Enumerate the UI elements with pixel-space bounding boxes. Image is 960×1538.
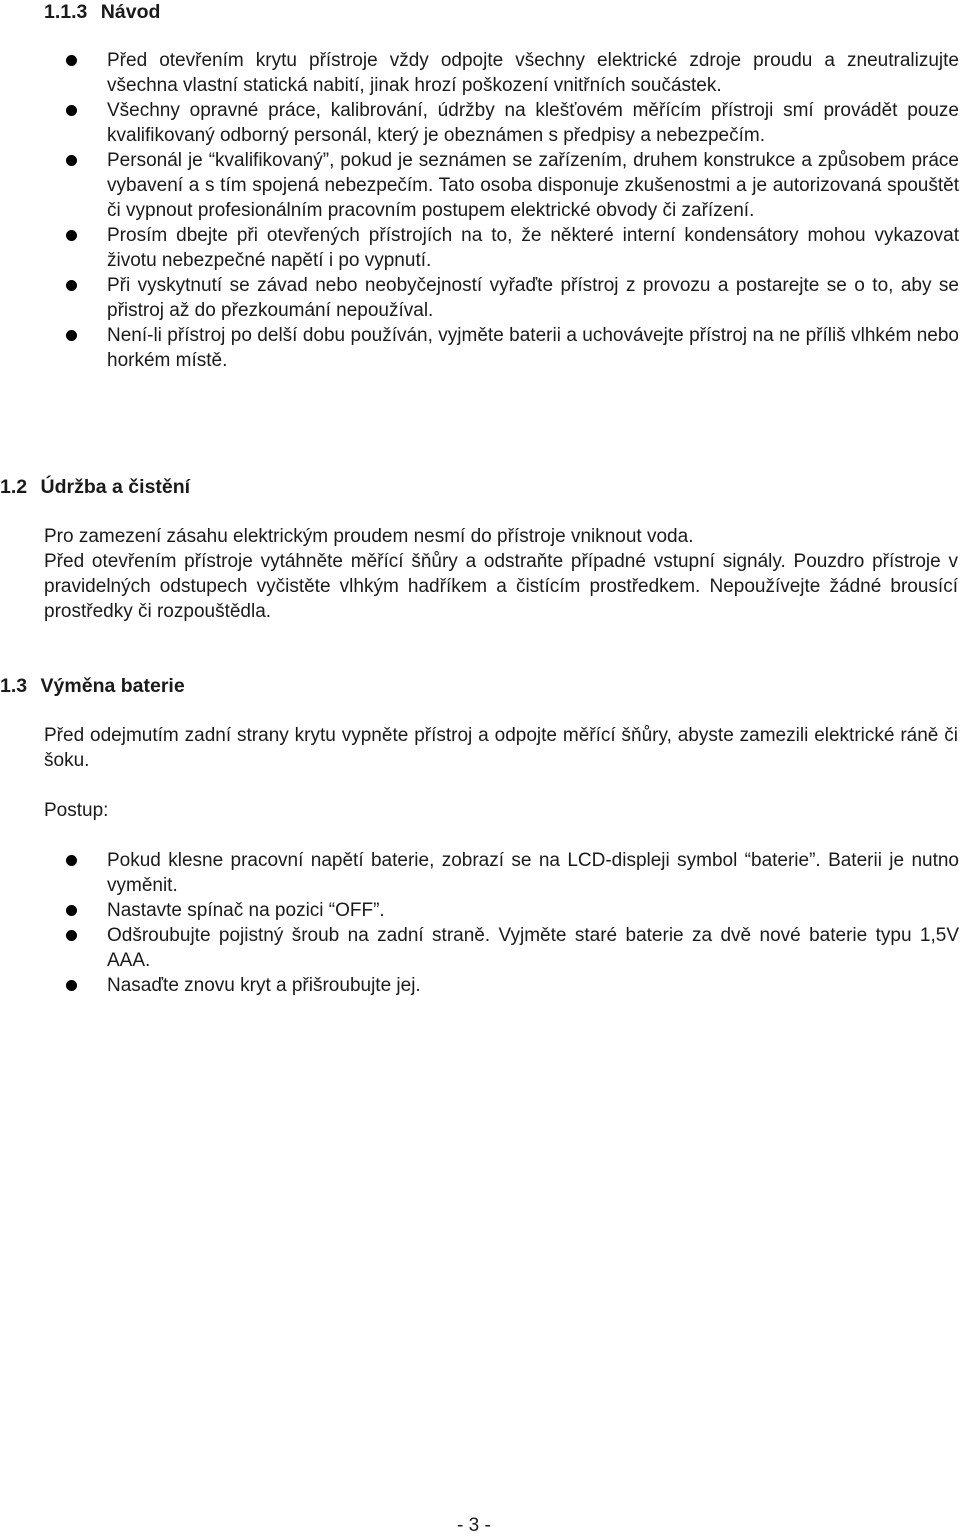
list-item	[66, 98, 959, 148]
bullet-icon	[66, 230, 77, 241]
procedure-label: Postup:	[44, 800, 109, 821]
list-item	[66, 48, 959, 98]
maintenance-paragraph	[44, 524, 958, 624]
battery-intro-paragraph	[44, 723, 958, 773]
bullet-icon	[66, 980, 77, 991]
bullet-icon	[66, 905, 77, 916]
section-heading-navod	[44, 0, 160, 24]
list-item-text: Všechny opravné práce, kalibrování, údržby na klešťovém měřícím přístroji smí provádět pouze kvalifikovaný odborný personál, který je obeznámen s předpisy a nebezpečím.	[107, 100, 959, 146]
bullet-icon	[66, 930, 77, 941]
bullet-icon	[66, 105, 77, 116]
list-item	[66, 923, 959, 973]
paragraph-line: Pro zamezení zásahu elektrickým proudem nesmí do přístroje vniknout voda.	[44, 526, 694, 547]
section-title: Výměna baterie	[40, 675, 185, 697]
bullet-icon	[66, 855, 77, 866]
list-item	[66, 223, 959, 273]
section-title: Návod	[100, 1, 161, 23]
list-item	[66, 898, 959, 923]
paragraph-text: Před odejmutím zadní strany krytu vypněte přístroj a odpojte měřící šňůry, abyste zamezili elektrické ráně či šoku.	[44, 725, 958, 771]
list-item	[66, 148, 959, 223]
bullet-icon	[66, 280, 77, 291]
list-item-text: Nastavte spínač na pozici “OFF”.	[107, 900, 385, 921]
list-item-text: Při vyskytnutí se závad nebo neobyčejností vyřaďte přístroj z provozu a postarejte se o to, aby se přistroj až do přezkoumání nepoužíval.	[107, 275, 959, 321]
list-item-text: Není-li přístroj po delší dobu používán, vyjměte baterii a uchovávejte přístroj na ne příliš vlhkém nebo horkém místě.	[107, 325, 959, 371]
list-item	[66, 323, 959, 373]
list-item-text: Odšroubujte pojistný šroub na zadní straně. Vyjměte staré baterie za dvě nové baterie typu 1,5V AAA.	[107, 925, 959, 971]
section-number: 1.3	[0, 675, 28, 697]
list-item	[66, 973, 959, 998]
section-number: 1.2	[0, 476, 28, 498]
bullet-icon	[66, 55, 77, 66]
list-item-text: Pokud klesne pracovní napětí baterie, zobrazí se na LCD-displeji symbol “baterie”. Baterii je nutno vyměnit.	[107, 850, 959, 896]
section-number: 1.1.3	[44, 1, 88, 23]
section-heading-vymena-baterie	[0, 674, 185, 698]
list-item-text: Prosím dbejte při otevřených přístrojích na to, že některé interní kondensátory mohou vykazovat životu nebezpečné napětí i po vypnutí.	[107, 225, 959, 271]
battery-procedure-list	[66, 848, 959, 998]
safety-instructions-list	[66, 48, 959, 373]
section-title: Údržba a čistění	[40, 476, 191, 498]
list-item	[66, 273, 959, 323]
paragraph-text: Před otevřením přístroje vytáhněte měřící šňůry a odstraňte případné vstupní signály. Pouzdro přístroje v pravidelných odstupech vyčistěte vlhkým hadříkem a čistícím prostředkem. Nepoužívejte žádné brousící prostředky či rozpouštědla.	[44, 551, 958, 622]
page-number: - 3 -	[457, 1515, 491, 1536]
list-item-text: Nasaďte znovu kryt a přišroubujte jej.	[107, 975, 421, 996]
list-item	[66, 848, 959, 898]
section-heading-udrzba	[0, 475, 190, 499]
bullet-icon	[66, 155, 77, 166]
list-item-text: Personál je “kvalifikovaný”, pokud je seznámen se zařízením, druhem konstrukce a způsobem práce vybavení a s tím spojená nebezpečím. Tato osoba disponuje zkušenostmi a je autorizovaná spouštět či vypnout profesionálním pracovním postupem elektrické obvody či zařízení.	[107, 150, 959, 221]
bullet-icon	[66, 330, 77, 341]
list-item-text: Před otevřením krytu přístroje vždy odpojte všechny elektrické zdroje proudu a zneutralizujte všechna vlastní statická nabití, jinak hrozí poškození vnitřních součástek.	[107, 50, 959, 96]
